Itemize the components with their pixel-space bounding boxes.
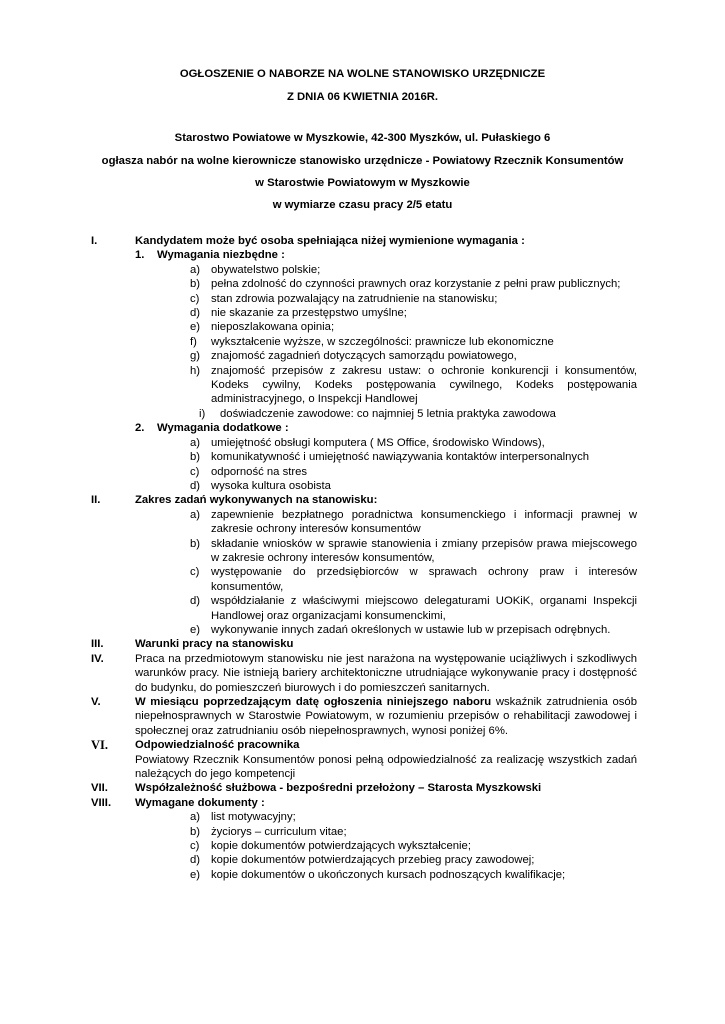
documents-list [186,810,637,882]
section-responsibility [91,738,637,781]
list-item: e) nieposzlakowana opinia; [190,321,335,334]
section-text-bold: W miesiącu poprzedzającym datę ogłoszenia niniejszego naboru [135,696,492,708]
list-item: b) składanie wniosków w sprawie stanowienia i zmiany przepisów prawa miejscowego w zakresie ochrony interesów konsumentów, [190,537,637,564]
section-number: VIII. [91,796,112,809]
section-number: VI. [91,738,109,753]
list-item: g) znajomość zagadnień dotyczących samorządu powiatowego, [190,350,517,363]
section-title: Współzależność służbowa - bezpośredni przełożony – Starosta Myszkowski [135,782,542,795]
announcement-body [91,234,637,882]
additional-requirements-list [186,436,637,494]
subsection-number: 1. [135,249,145,262]
subsection-number: 2. [135,422,145,435]
section-title: Zakres zadań wykonywanych na stanowisku: [135,494,378,507]
section-text [135,695,637,738]
section-title: Warunki pracy na stanowisku [135,638,294,651]
list-item: b) komunikatywność i umiejętność nawiązywania kontaktów interpersonalnych [190,451,590,464]
section-number: II. [91,494,101,507]
section-working-conditions [91,637,637,651]
list-item: d) wysoka kultura osobista [190,479,331,492]
announcement-header [0,63,725,217]
list-item: i) doświadczenie zawodowe: co najmniej 5 letnia praktyka zawodowa [199,407,556,420]
section-required-documents [91,796,637,882]
essential-requirements-list [186,263,637,421]
workplace: w Starostwie Powiatowym w Myszkowie [255,176,470,189]
office-address: Starostwo Powiatowe w Myszkowie, 42-300 Myszków, ul. Pułaskiego 6 [174,132,551,145]
list-item: f) wykształcenie wyższe, w szczególności: prawnicze lub ekonomiczne [190,335,554,348]
section-number: IV. [91,652,104,665]
list-item: c) kopie dokumentów potwierdzających wykształcenie; [190,840,471,853]
section-requirements [91,234,637,493]
section-text: Praca na przedmiotowym stanowisku nie jest narażona na występowanie uciążliwych i szkodliwych warunków pracy. Nie istnieją bariery architektoniczne utrudniające wykonywanie pracy i dostępność do budynku, do pomieszczeń biurowych i do pomieszczeń sanitarnych. [135,652,637,694]
section-text-rest: wskaźnik zatrudnienia osób niepełnosprawnych w Starostwie Powiatowym, w rozumieniu przepisów o rehabilitacji zawodowej i społecznej oraz zatrudnianiu osób niepełnosprawnych, wynosi poniżej 6%. [135,696,637,737]
list-item: e) wykonywanie innych zadań określonych w ustawie lub w przepisach odrębnych. [190,623,611,636]
section-duties [91,493,637,637]
section-number: VII. [91,782,108,795]
list-item: d) nie skazanie za przestępstwo umyślne; [190,307,407,320]
list-item: c) odporność na stres [190,465,308,478]
list-item: a) obywatelstwo polskie; [190,263,321,276]
list-item: h) znajomość przepisów z zakresu ustaw: o ochronie konkurencji i konsumentów, Kodeks cywilny, Kodeks postępowania cywilnego, Kodeks postępowania administracyjnego, o Inspekcji Handlowej [190,364,637,406]
section-title: Wymagane dokumenty : [135,796,265,809]
section-number: V. [91,696,101,708]
list-item: d) kopie dokumentów potwierdzających przebieg pracy zawodowej; [190,854,535,867]
section-workplace-conditions [91,652,637,695]
section-text: Powiatowy Rzecznik Konsumentów ponosi pełną odpowiedzialność za realizację wszystkich zadań należących do jego kompetencji [135,753,637,781]
subsection-title: Wymagania dodatkowe : [157,422,289,435]
essential-requirements [135,248,637,262]
list-item: d) współdziałanie z właściwymi miejscowo delegaturami UOKiK, organami Inspekcji Handlowej oraz organizacjami konsumenckimi, [190,595,637,622]
section-number: III. [91,638,104,651]
list-item: e) kopie dokumentów o ukończonych kursach podnoszących kwalifikacje; [190,868,566,881]
list-item: a) zapewnienie bezpłatnego poradnictwa konsumenckiego i informacji prawnej w zakresie ochrony interesów konsumentów [190,508,637,536]
working-time: w wymiarze czasu pracy 2/5 etatu [272,199,453,212]
list-item: c) występowanie do przedsiębiorców w sprawach ochrony praw i interesów konsumentów, [190,566,637,593]
section-title: Odpowiedzialność pracownika [135,739,300,752]
list-item: c) stan zdrowia pozwalający na zatrudnienie na stanowisku; [190,292,498,305]
section-reporting-line [91,781,637,795]
duties-list [186,508,637,638]
subsection-title: Wymagania niezbędne : [157,249,285,262]
list-item: a) umiejętność obsługi komputera ( MS Office, środowisko Windows), [190,436,545,449]
list-item: a) list motywacyjny; [190,811,296,824]
title-line-1: OGŁOSZENIE O NABORZE NA WOLNE STANOWISKO URZĘDNICZE [179,68,546,80]
section-number: I. [91,235,98,247]
additional-requirements [135,421,637,435]
section-employment-rate [91,695,637,738]
list-item: b) pełna zdolność do czynności prawnych oraz korzystanie z pełni praw publicznych; [190,278,621,291]
title-line-2: Z DNIA 06 KWIETNIA 2016R. [286,90,439,103]
list-item: b) życiorys – curriculum vitae; [190,825,347,838]
section-title: Kandydatem może być osoba spełniająca niżej wymienione wymagania : [135,235,525,247]
recruitment-announcement: ogłasza nabór na wolne kierownicze stanowisko urzędnicze - Powiatowy Rzecznik Konsumentów [101,154,624,167]
